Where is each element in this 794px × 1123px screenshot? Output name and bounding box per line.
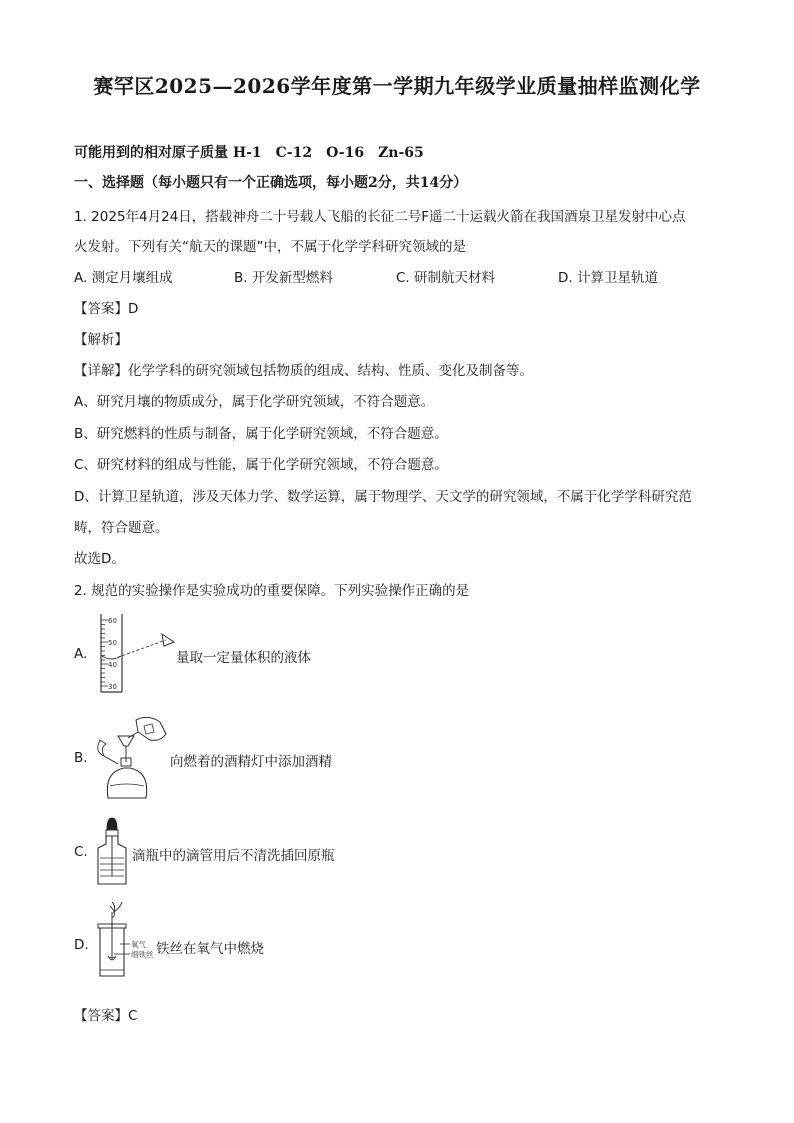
q1-stem-line2: 火发射。下列有关“航天的课题”中，不属于化学学科研究领域的是 <box>74 239 466 255</box>
q2-label-d: D. <box>74 937 89 953</box>
label-oxygen: 氧气 <box>131 940 146 949</box>
alcohol-lamp-figure <box>88 712 176 802</box>
flame-icon <box>98 740 106 756</box>
q2-text-c: 滴瓶中的滴管用后不清洗插回原瓶 <box>132 848 335 864</box>
tick-label-50: 50 <box>108 639 117 647</box>
section-heading: 一、选择题（每小题只有一个正确选项，每小题2分，共14分） <box>74 175 468 191</box>
q1-stem-line1: 1. 2025年4月24日，搭载神舟二十号载人飞船的长征二号F遥二十运载火箭在我国酒泉卫星发射中心点 <box>74 209 686 225</box>
q2-label-c: C. <box>74 844 88 860</box>
q1-option-d: D. 计算卫星轨道 <box>558 270 658 286</box>
q2-text-d: 铁丝在氧气中燃烧 <box>156 941 264 957</box>
q1-expl-d-line1: D、计算卫星轨道，涉及天体力学、数学运算，属于物理学、天文学的研究领域，不属于化学学科研究范 <box>74 489 692 505</box>
q1-expl-d-line2: 畴，符合题意。 <box>74 520 169 536</box>
dropper-bottle-figure <box>94 814 130 888</box>
graduated-cylinder-figure <box>96 612 178 694</box>
q1-expl-a: A、研究月壤的物质成分，属于化学研究领域，不符合题意。 <box>74 394 435 410</box>
q1-conclusion: 故选D。 <box>74 551 125 567</box>
q2-answer: 【答案】C <box>74 1008 138 1024</box>
label-iron-wire: 细铁丝 <box>131 950 154 959</box>
tick-label-30: 30 <box>108 683 117 691</box>
page-title: 赛罕区2025—2026学年度第一学期九年级学业质量抽样监测化学 <box>93 74 701 98</box>
q2-label-a: A. <box>74 646 88 662</box>
q1-analysis: 【解析】 <box>74 332 128 348</box>
tick-label-60: 60 <box>108 617 117 625</box>
q1-answer: 【答案】D <box>74 301 139 317</box>
q1-detail: 【详解】化学学科的研究领域包括物质的组成、结构、性质、变化及制备等。 <box>74 363 533 379</box>
q2-text-b: 向燃着的酒精灯中添加酒精 <box>170 754 332 770</box>
q1-expl-b: B、研究燃料的性质与制备，属于化学研究领域，不符合题意。 <box>74 426 448 442</box>
atomic-masses: 可能用到的相对原子质量 H-1 C-12 O-16 Zn-65 <box>74 145 424 161</box>
q1-option-a: A. 测定月壤组成 <box>74 270 173 286</box>
q2-stem: 2. 规范的实验操作是实验成功的重要保障。下列实验操作正确的是 <box>74 583 470 599</box>
q2-text-a: 量取一定量体积的液体 <box>176 650 311 666</box>
q1-expl-c: C、研究材料的组成与性能，属于化学研究领域，不符合题意。 <box>74 457 448 473</box>
q2-label-b: B. <box>74 750 88 766</box>
q1-option-b: B. 开发新型燃料 <box>234 270 333 286</box>
eye-icon <box>162 634 174 646</box>
tick-label-40: 40 <box>108 661 117 669</box>
dropper-bulb-icon <box>107 818 117 830</box>
q1-option-c: C. 研制航天材料 <box>396 270 496 286</box>
iron-wire-figure <box>94 898 158 980</box>
